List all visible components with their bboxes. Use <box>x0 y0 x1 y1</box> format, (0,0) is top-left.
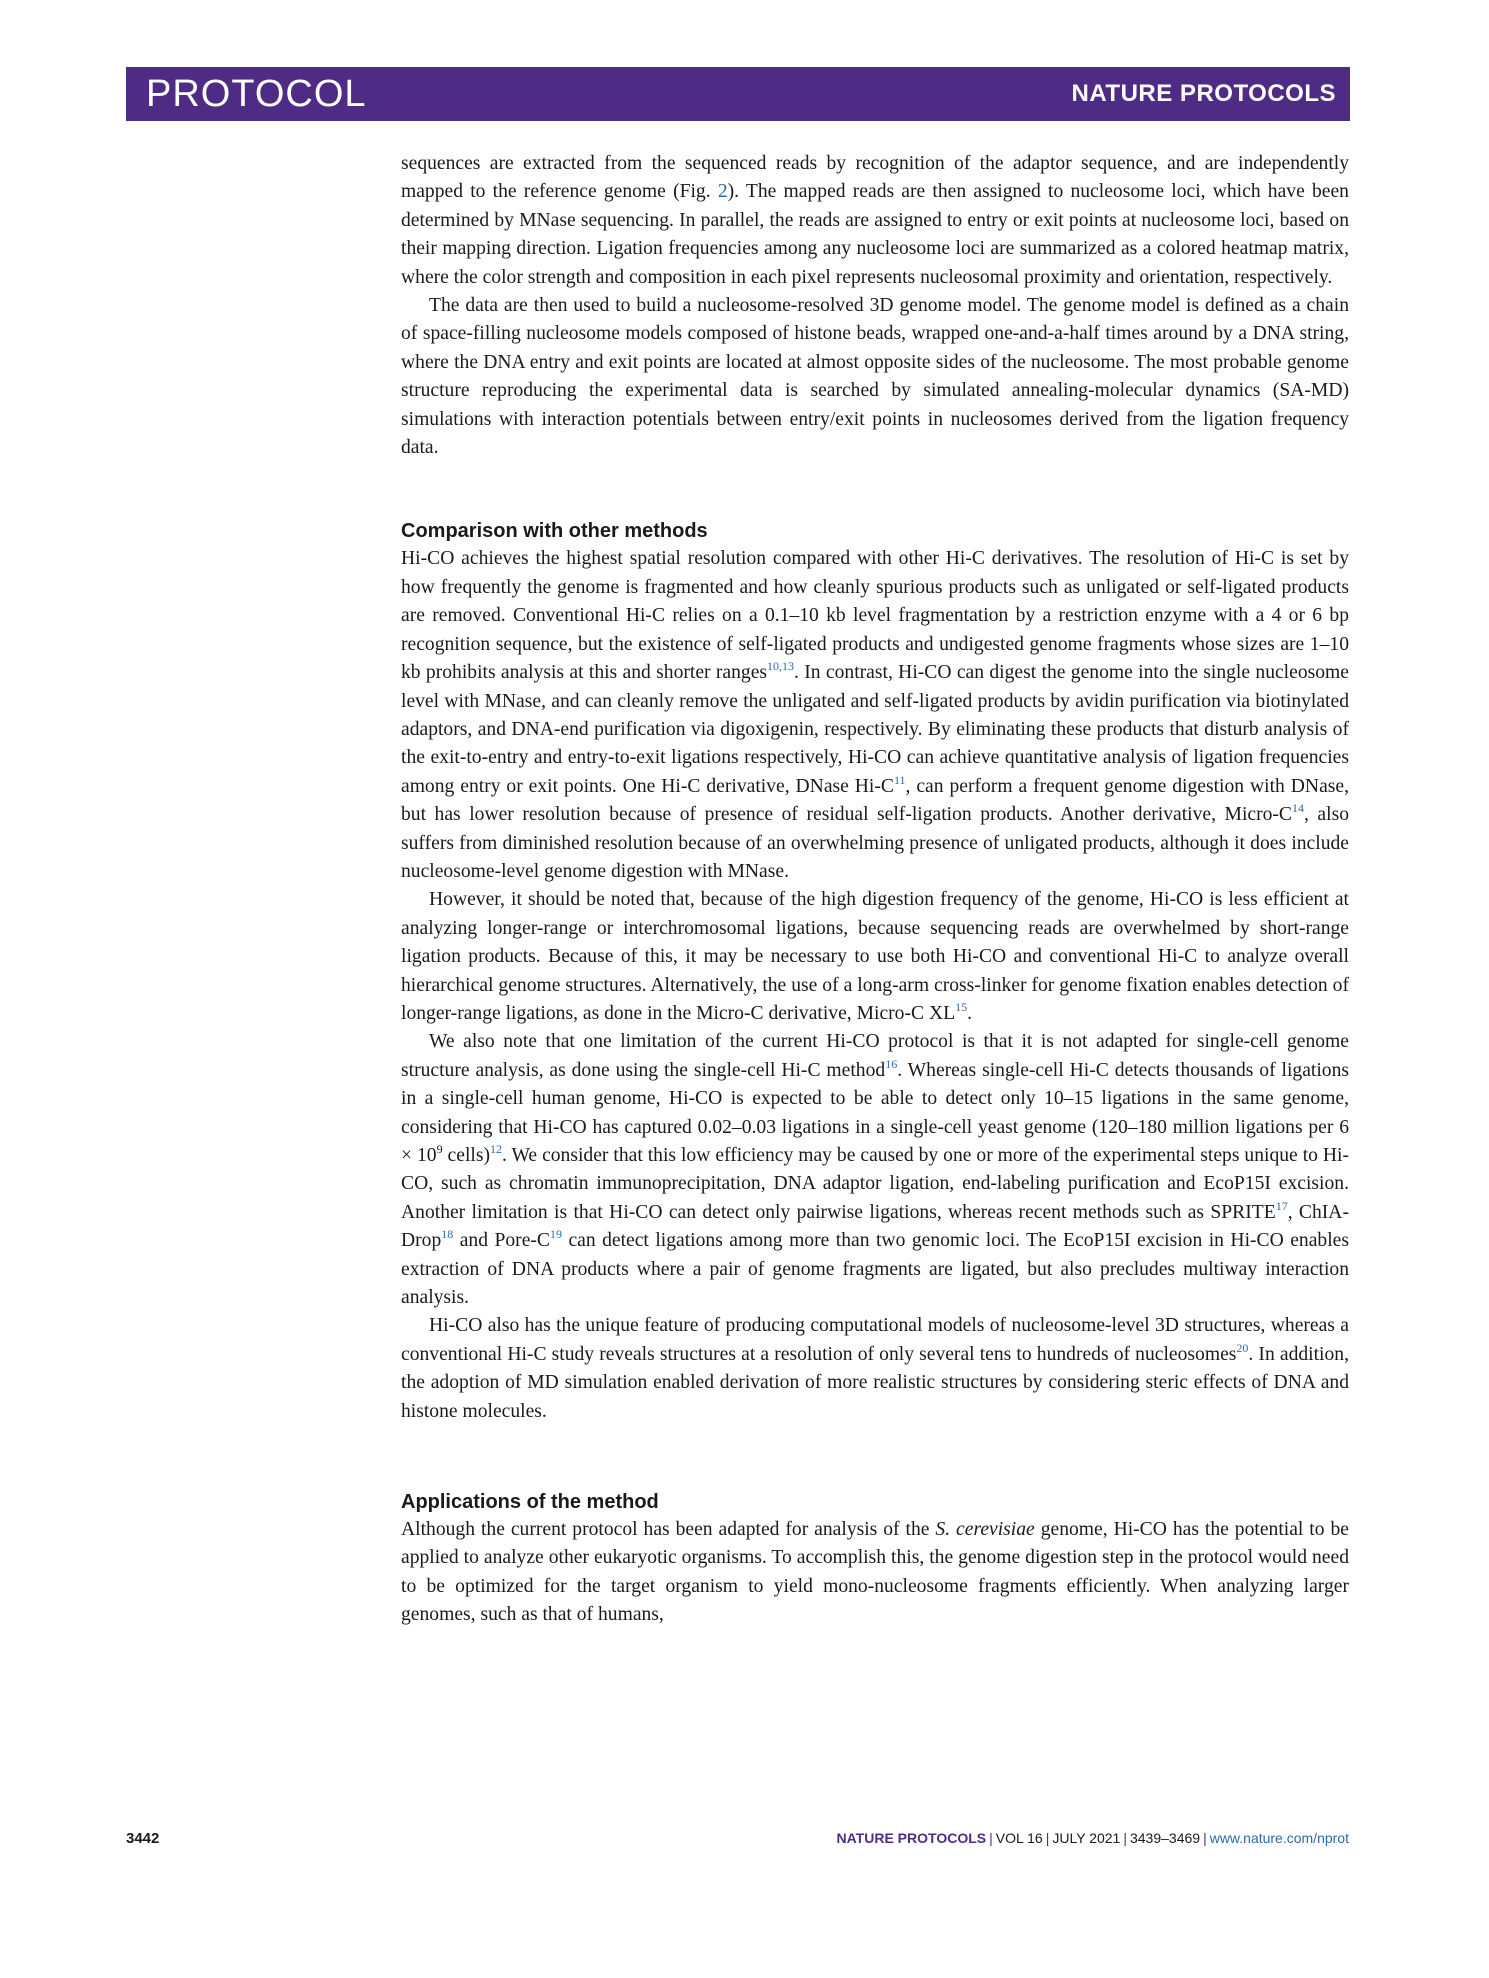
text: ). The mapped reads are then assigned to nucleosome loci, which have been determined by MNase sequencing. In parallel, the reads are assigned to entry or exit points at nucleosome loci, based on their mapping direction. Ligation frequencies among any nucleosome loci are summarized as a colored heatmap matrix, where the color strength and composition in each pixel represents nucleosomal proximity and orientation, respectively. <box>401 181 1349 288</box>
reference-link[interactable]: 19 <box>550 1227 562 1242</box>
paragraph-1 <box>401 150 1349 292</box>
reference-link[interactable]: 15 <box>955 999 968 1014</box>
text: However, it should be noted that, because of the high digestion frequency of the genome, Hi-CO is less efficient at analyzing longer-range or interchromosomal ligations, because sequencing reads are overwhelmed by short-range ligation products. Because of this, it may be necessary to use both Hi-CO and conventional Hi-C to analyze overall hierarchical genome structures. Alternatively, the use of a long-arm cross-linker for genome fixation enables detection of longer-range ligations, as done in the Micro-C derivative, Micro-C XL <box>401 889 1349 1024</box>
text: We also note that one limitation of the current Hi-CO protocol is that it is not adapted for single-cell genome structure analysis, as done using the single-cell Hi-C method <box>401 1031 1349 1081</box>
section-heading-applications: Applications of the method <box>401 1491 659 1514</box>
section-heading-comparison: Comparison with other methods <box>401 520 708 543</box>
figure-link[interactable]: 2 <box>717 181 728 203</box>
text: genome, Hi-CO has the potential to be applied to analyze other eukaryotic organisms. To accomplish this, the genome digestion step in the protocol would need to be optimized for the target organism to yield mono-nucleosome fragments efficiently. When analyzing larger genomes, such as that of humans, <box>401 1519 1349 1626</box>
text: , also suffers from diminished resolution because of an overwhelming presence of unligated products, although it does include nucleosome-level genome digestion with MNase. <box>401 804 1349 882</box>
journal-name-label: NATURE PROTOCOLS <box>1071 80 1336 107</box>
text: Hi-CO achieves the highest spatial resolution compared with other Hi-C derivatives. The resolution of Hi-C is set by how frequently the genome is fragmented and how cleanly spurious products such as unligated or self-ligated products are removed. Conventional Hi-C relies on a 0.1–10 kb level fragmentation by a restriction enzyme with a 4 or 6 bp recognition sequence, but the existence of self-ligated products and undigested genome fragments whose sizes are 1–10 kb prohibits analysis at this and shorter ranges <box>401 548 1349 684</box>
reference-link[interactable]: 17 <box>1275 1198 1288 1213</box>
reference-link[interactable]: 16 <box>885 1056 898 1071</box>
article-type-label: PROTOCOL <box>146 72 367 115</box>
text: can detect ligations among more than two genomic loci. The EcoP15I excision in Hi-CO enables extraction of DNA products where a pair of genome fragments are ligated, but also precludes multiway interaction analysis. <box>401 1230 1349 1309</box>
reference-link[interactable]: 20 <box>1236 1340 1249 1355</box>
reference-link[interactable]: 10,13 <box>767 659 795 674</box>
text: , can perform a frequent genome digestion with DNase, but has lower resolution because of presence of residual self-ligation products. Another derivative, Micro-C <box>401 775 1349 826</box>
paragraph-3 <box>401 545 1349 886</box>
text: . <box>967 1002 972 1024</box>
text: Hi-CO also has the unique feature of producing computational models of nucleosome-level 3D structures, whereas a conventional Hi-C study reveals structures at a resolution of only several tens to hundreds of nucleosomes <box>401 1315 1349 1365</box>
footer-citation: NATURE PROTOCOLS | VOL 16 | JULY 2021 | 3439–3469 | www.nature.com/nprot <box>836 1830 1349 1846</box>
footer-url-link[interactable]: www.nature.com/nprot <box>1209 1830 1349 1846</box>
text: cells) <box>442 1145 490 1166</box>
paragraph-7 <box>401 1516 1349 1630</box>
journal-banner <box>126 67 1350 121</box>
species-name: S. cerevisiae <box>935 1519 1035 1541</box>
footer-volume: VOL 16 <box>995 1830 1043 1846</box>
paragraph-6 <box>401 1312 1349 1426</box>
footer-date: JULY 2021 <box>1052 1830 1121 1846</box>
text: sequences are extracted from the sequenced reads by recognition of the adaptor sequence, and are independently mapped to the reference genome (Fig. <box>401 153 1349 203</box>
paragraph-2: The data are then used to build a nucleosome-resolved 3D genome model. The genome model is defined as a chain of space-filling nucleosome models composed of histone beads, wrapped one-and-a-half times around by a DNA string, where the DNA entry and exit points are located at almost opposite sides of the nucleosome. The most probable genome structure reproducing the experimental data is searched by simulated annealing-molecular dynamics (SA-MD) simulations with interaction potentials between entry/exit points in nucleosomes derived from the ligation frequency data. <box>401 295 1349 459</box>
text: Although the current protocol has been adapted for analysis of the <box>401 1519 936 1541</box>
reference-link[interactable]: 14 <box>1292 801 1305 816</box>
text: and Pore-C <box>453 1230 550 1252</box>
footer-journal: NATURE PROTOCOLS <box>836 1830 987 1846</box>
paragraph-4 <box>401 886 1349 1028</box>
text: . Whereas single-cell Hi-C detects thousands of ligations in a single-cell human genome, Hi-CO is expected to be able to detect only 10–15 ligations in the same genome, considering that Hi-CO has captured 0.02–0.03 ligations in a single-cell yeast genome (120–180 million ligations per 6 × 10 <box>401 1059 1349 1166</box>
reference-link[interactable]: 12 <box>490 1142 502 1156</box>
text: . In addition, the adoption of MD simulation enabled derivation of more realistic structures by considering steric effects of DNA and histone molecules. <box>401 1343 1349 1422</box>
text: . We consider that this low efficiency may be caused by one or more of the experimental steps unique to Hi-CO, such as chromatin immunoprecipitation, DNA adaptor ligation, end-labeling purification and EcoP15I excision. Another limitation is that Hi-CO can detect only pairwise ligations, whereas recent methods such as SPRITE <box>401 1145 1350 1223</box>
reference-link[interactable]: 18 <box>441 1227 454 1242</box>
reference-link[interactable]: 11 <box>893 772 906 787</box>
exponent: 9 <box>436 1142 443 1156</box>
text: , ChIA-Drop <box>401 1201 1349 1252</box>
paragraph-5 <box>401 1028 1349 1312</box>
footer-pages: 3439–3469 <box>1129 1830 1201 1846</box>
page-number: 3442 <box>126 1830 160 1847</box>
text: . In contrast, Hi-CO can digest the genome into the single nucleosome level with MNase, and can cleanly remove the unligated and self-ligated products by avidin purification via biotinylated adaptors, and DNA-end purification via digoxigenin, respectively. By eliminating these products that disturb analysis of the exit-to-entry and entry-to-exit ligations respectively, Hi-CO can achieve quantitative analysis of ligation frequencies among entry or exit points. One Hi-C derivative, DNase Hi-C <box>401 662 1349 797</box>
article-body <box>401 150 1349 1630</box>
